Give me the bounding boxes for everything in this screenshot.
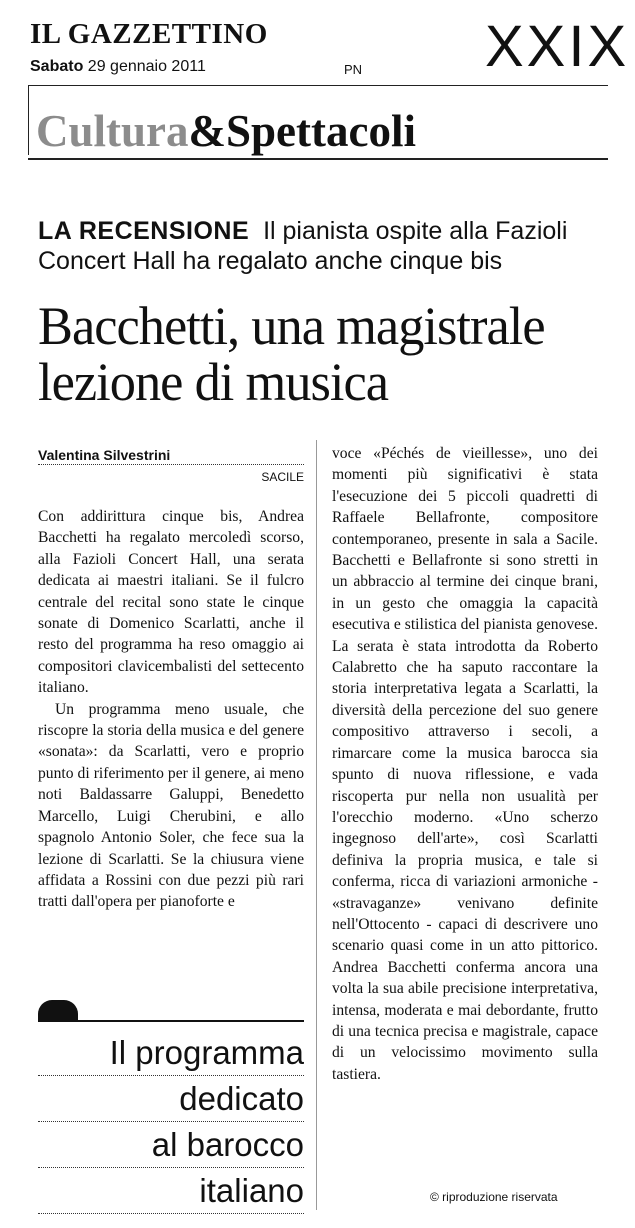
byline-location: SACILE — [261, 470, 304, 484]
kicker — [38, 216, 618, 276]
pullquote-line: Il programma — [38, 1030, 304, 1076]
headline: Bacchetti, una magistrale lezione di musica — [38, 296, 545, 412]
pullquote — [38, 1030, 304, 1214]
article-paragraph: voce «Péchés de vieillesse», uno dei momenti più significativi è stata l'esecuzione dei 5 piccoli quadretti di Raffaele Bellafronte, compositore contemporaneo, presente in sala a Sacile. Bacchetti e Bellafronte si sono stretti in un abbraccio al termine dei cinque brani, in un gesto che omaggia la capacità esecutiva e stilistica del pianista genovese. La serata è stata introdotta da Roberto Calabretto che ha saputo raccontare la storia interpretativa legata a Scarlatti, la diversità della percezione del suo genere compositivo attraverso i secoli, a rimarcare come la musica barocca sia spunto di nuova riflessione, e vada riscoperta pur nella non usualità per l'orecchio moderno. «Uno scherzo ingegnoso dell'arte», così Scarlatti definiva la propria musica, e tale si conferma, ricca di variazioni armoniche - «stravaganze» venivano definite nell'Ottocento - capaci di descrivere uno scenario quasi come in un atto pittorico. Andrea Bacchetti conferma ancora una volta la sua abile precisione interpretativa, intensa, moderata e mai debordante, frutto di una tecnica precisa e magistrale, capace di un velocissimo movimento sulla tastiera. — [332, 445, 598, 1083]
byline-rule — [38, 464, 304, 465]
copyright-notice: © riproduzione riservata — [430, 1190, 558, 1204]
section-bracket — [28, 85, 29, 155]
dateline — [30, 58, 206, 76]
column-divider — [316, 440, 317, 1210]
page-number: XXIX — [485, 14, 630, 79]
pullquote-line: dedicato — [38, 1076, 304, 1122]
pullquote-ornament — [38, 1000, 304, 1022]
section-rule — [28, 158, 608, 160]
article-paragraph: Un programma meno usuale, che riscopre la storia della musica e del genere «sonata»: da Scarlatti, vero e proprio punto di riferimento per il genere, ai meno noti Baldassarre Galuppi, Benedetto Marcello, Luigi Cherubini, e allo spagnolo Antonio Soler, che fece sua la lezione di Scarlatti. Se la chiusura viene affidata a Rossini con due pezzi più rari tratti dall'opera per pianoforte e — [38, 700, 304, 911]
header-rule — [28, 85, 608, 86]
article-paragraph: Con addirittura cinque bis, Andrea Bacchetti ha regalato mercoledì scorso, alla Fazioli Concert Hall, una serata dedicata ai maestri italiani. Se il fulcro centrale del recital sono state le cinque sonate di Domenico Scarlatti, anche il resto del programma ha reso omaggio ai compositori clavicembalisti del settecento italiano. — [38, 508, 304, 697]
dateline-day: Sabato — [30, 58, 84, 75]
dateline-date: 29 gennaio 2011 — [87, 58, 206, 75]
byline-author: Valentina Silvestrini — [38, 447, 171, 463]
section-title — [36, 106, 416, 156]
section-title-part1: Cultura — [36, 106, 189, 156]
pullquote-line: italiano — [38, 1168, 304, 1214]
kicker-label: LA RECENSIONE — [38, 217, 250, 245]
masthead-title: IL GAZZETTINO — [30, 18, 268, 50]
pullquote-line: al barocco — [38, 1122, 304, 1168]
article-column-right — [332, 443, 598, 1085]
edition-code: PN — [344, 62, 363, 77]
article-column-left — [38, 506, 304, 913]
section-title-part2: &Spettacoli — [188, 106, 416, 156]
kicker-text: Il pianista ospite alla Fazioli Concert Hall ha regalato anche cinque bis — [38, 217, 568, 275]
